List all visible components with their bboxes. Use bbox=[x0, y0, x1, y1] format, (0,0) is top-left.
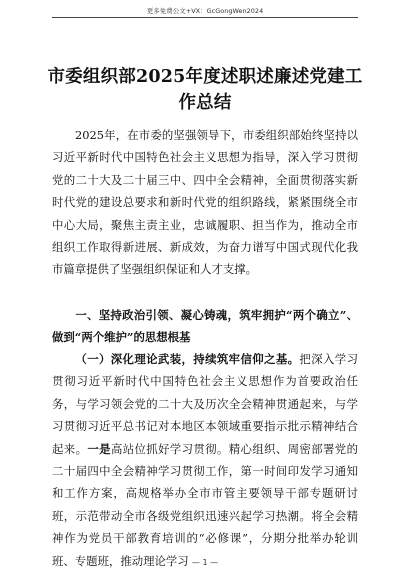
header-divider bbox=[52, 17, 358, 18]
section-heading bbox=[52, 304, 358, 349]
intro-paragraph-text: 2025年，在市委的坚强领导下，市委组织部始终坚持以习近平新时代中国特色社会主义思想为指导，深入学习贯彻党的二十大及二十届三中、四中全会精神，全面贯彻落实新时代党的建设总要求和新时代党的组织路线，紧紧围绕全市中心大局，聚焦主责主业，忠诚履职、担当作为，推动全市组织工作取得新进展、新成效，为奋力谱写中国式现代化我市篇章提供了坚强组织保证和人才支撑。 bbox=[52, 128, 358, 277]
document-title: 市委组织部2025年度述职述廉述党建工作总结 bbox=[47, 67, 363, 113]
subsection-paragraph bbox=[52, 348, 358, 572]
page-number: — 1 — bbox=[191, 558, 219, 567]
intro-paragraph bbox=[52, 124, 358, 281]
subsection-text-part1: 把深入学习贯彻习近平新时代中国特色社会主义思想作为首要政治任务，与学习领会党的二十大及历次全会精神贯通起来，与学习贯彻习近平总书记对本地区本领域重要指示批示精神结合起来。 bbox=[52, 352, 358, 456]
section-heading-text: 一、坚持政治引领、凝心铸魂，筑牢拥护“两个确立”、做到“两个维护”的思想根基 bbox=[52, 308, 358, 345]
page-header: 更多免费公文+VX：GcGongWen2024 bbox=[146, 7, 264, 15]
emphasis-marker: 一是 bbox=[87, 441, 111, 456]
subsection-text-part2: 高站位抓好学习贯彻。精心组织、周密部署党的二十届四中全会精神学习贯彻工作，第一时间印发学习通知和工作方案，高规格举办全市市管主要领导干部专题研讨班，示范带动全市各级党组织迅速兴起学习热潮。将全会精神作为党员干部教育培训的“必修课”，分期分批举办轮训班、专题班，推动理论学习 bbox=[52, 441, 358, 568]
subsection-heading: （一）深化理论武装，持续筑牢信仰之基。 bbox=[75, 352, 300, 366]
